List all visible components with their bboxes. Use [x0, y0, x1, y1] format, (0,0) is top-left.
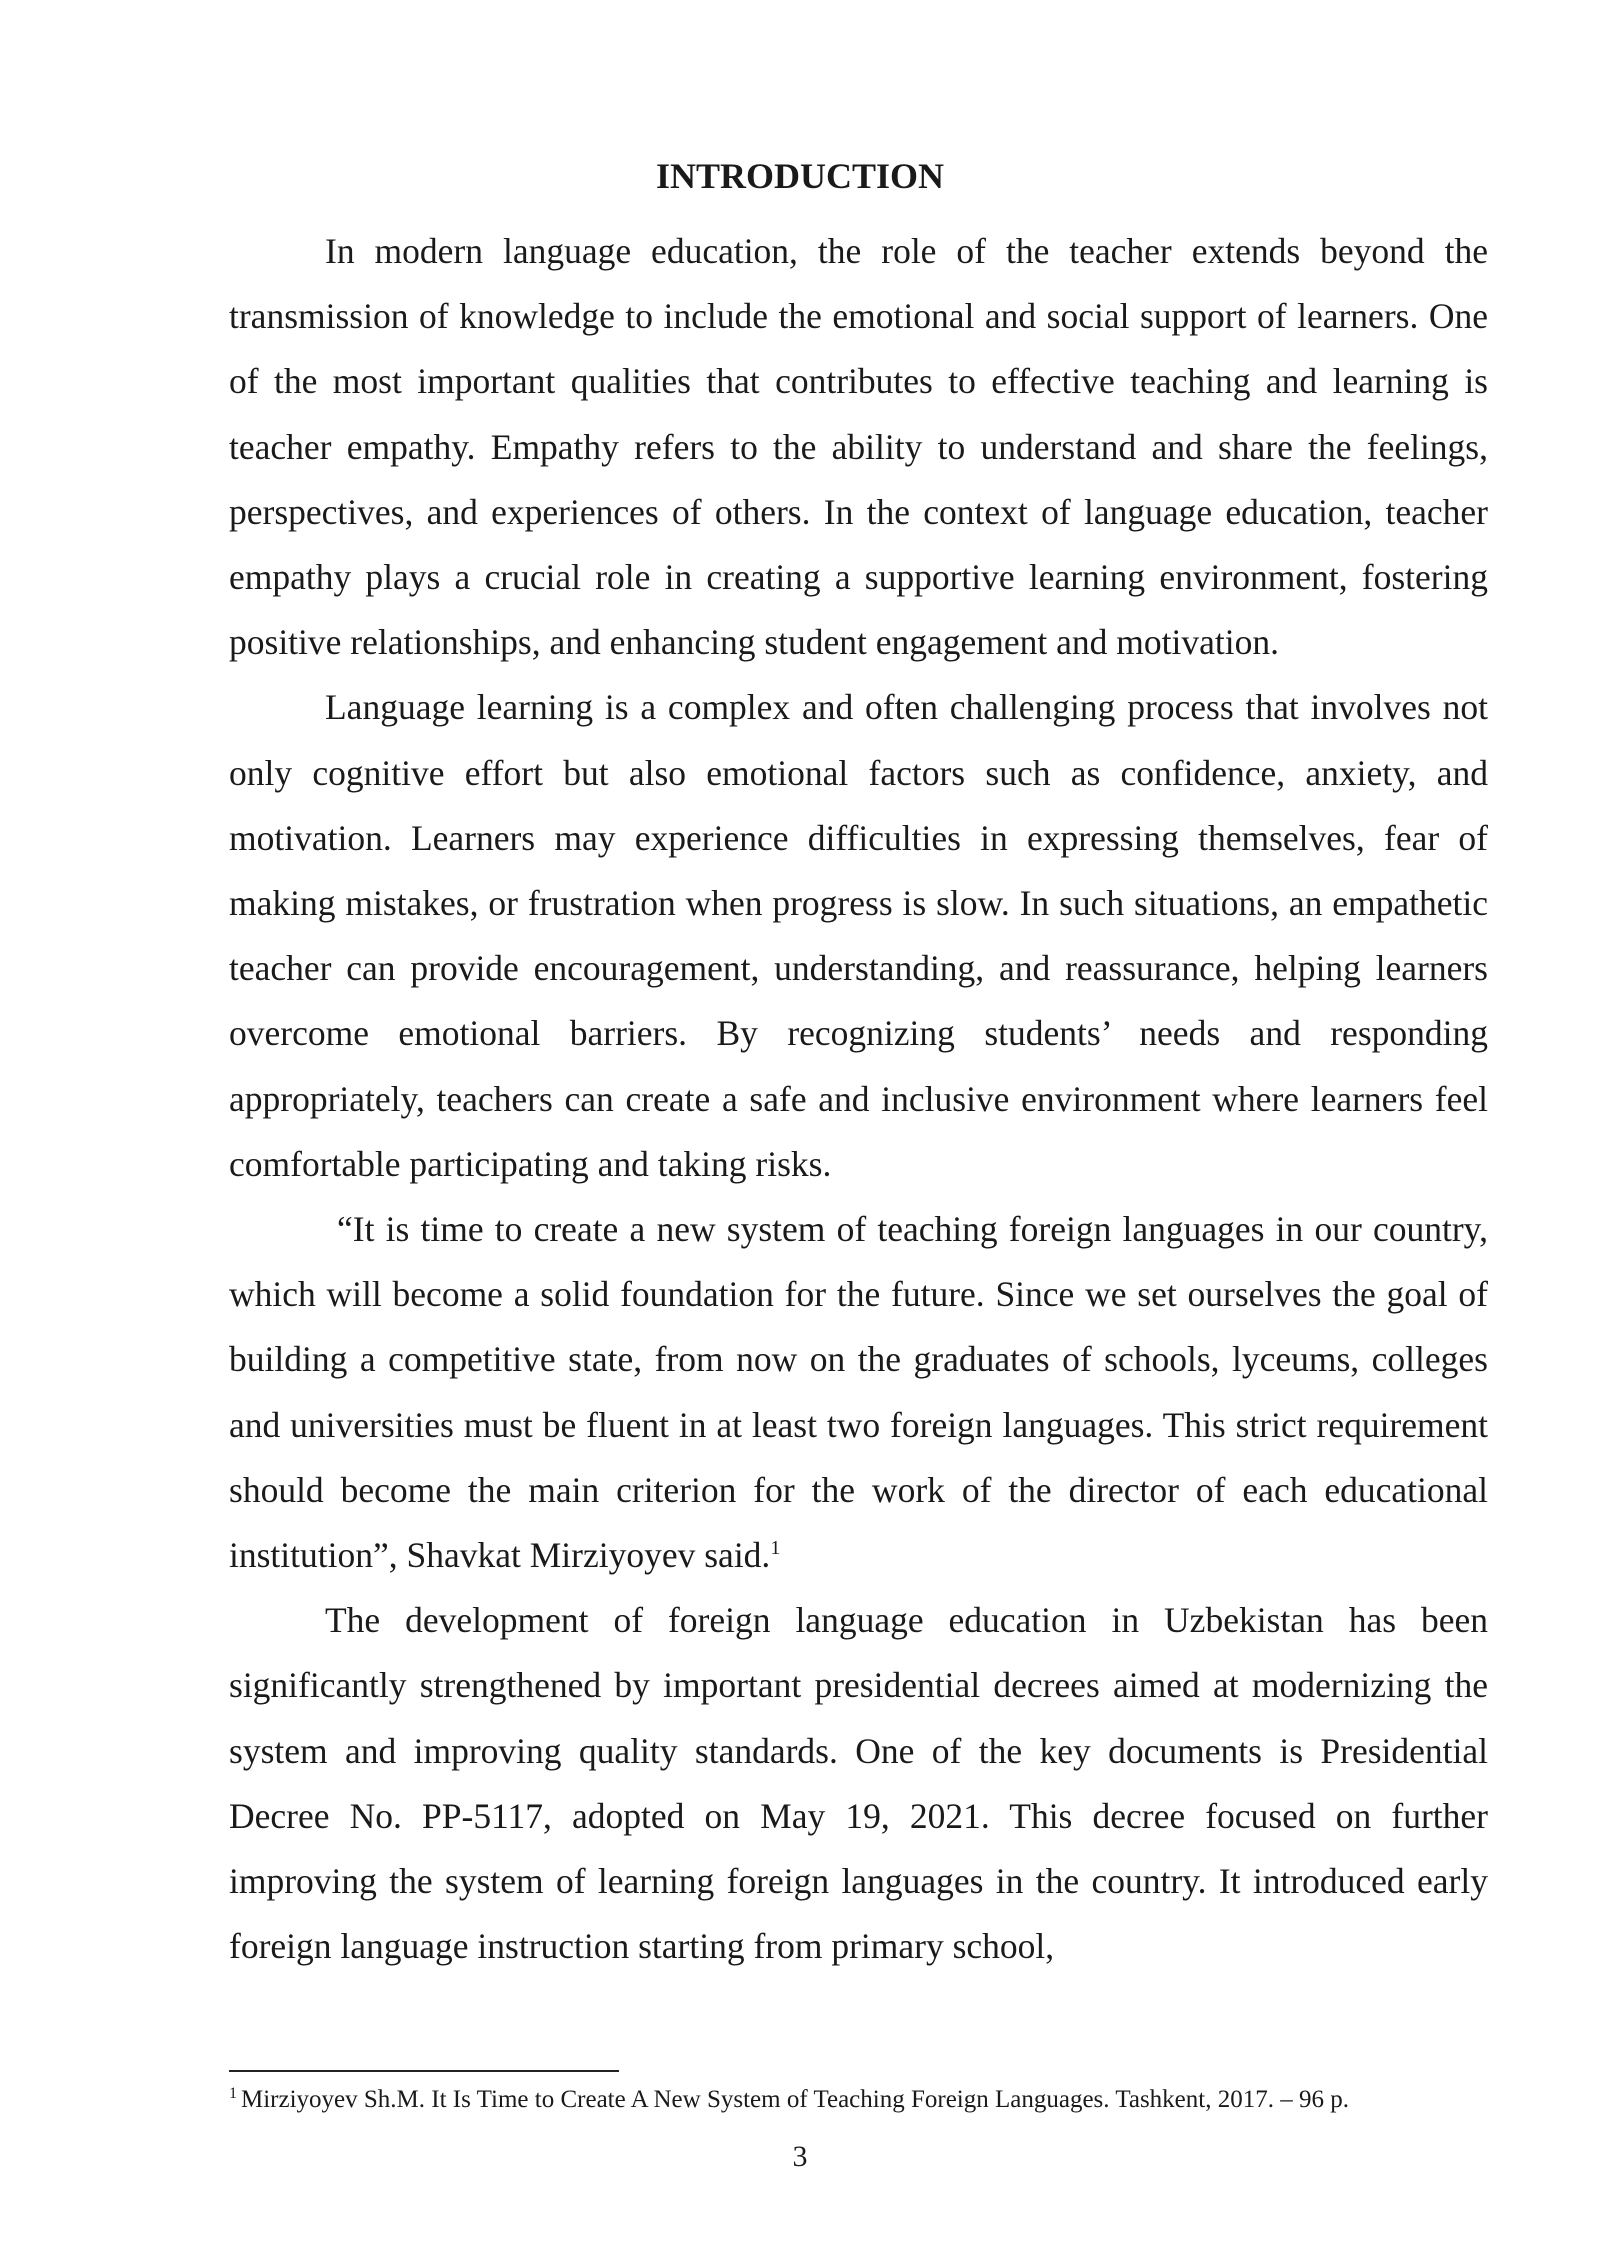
section-heading: INTRODUCTION	[655, 156, 945, 196]
page-number: 3	[792, 2140, 808, 2173]
paragraph-language-learning: Language learning is a complex and often challenging process that involves not only cognitive effort but also emotional factors such as confidence, anxiety, and motivation. Learners may experience difficulties in expressing themselves, fear of making mistakes, or frustration when progress is slow. In such situations, an empathetic teacher can provide encouragement, understanding, and reassurance, helping learners overcome emotional barriers. By recognizing students’ needs and responding appropriately, teachers can create a safe and inclusive environment where learners feel comfortable participating and taking risks.	[229, 687, 1488, 1184]
paragraph-development: The development of foreign language education in Uzbekistan has been significantly strengthened by important presidential decrees aimed at modernizing the system and improving quality standards. One of the key documents is Presidential Decree No. PP-5117, adopted on May 19, 2021. This decree focused on further improving the system of learning foreign languages in the country. It introduced early foreign language instruction starting from primary school,	[229, 1600, 1488, 1967]
footnote-marker: 1	[229, 2084, 237, 2102]
footnote	[229, 2082, 1488, 2118]
paragraph-quote	[229, 1197, 1488, 1588]
footnote-separator	[229, 2070, 619, 2072]
footnote-text: Mirziyoyev Sh.M. It Is Time to Create A New System of Teaching Foreign Languages. Tashkent, 2017. – 96 p.	[241, 2086, 1349, 2113]
quote-text: “It is time to create a new system of teaching foreign languages in our country, which will become a solid foundation for the future. Since we set ourselves the goal of building a competitive state, from now on the graduates of schools, lyceums, colleges and universities must be fluent in at least two foreign languages. This strict requirement should become the main criterion for the work of the director of each educational institution”, Shavkat Mirziyoyev said.	[229, 1209, 1488, 1576]
footnote-reference[interactable]: 1	[770, 1537, 781, 1560]
paragraph-intro: In modern language education, the role of the teacher extends beyond the transmission of knowledge to include the emotional and social support of learners. One of the most important qualities that contributes to effective teaching and learning is teacher empathy. Empathy refers to the ability to understand and share the feelings, perspectives, and experiences of others. In the context of language education, teacher empathy plays a crucial role in creating a supportive learning environment, fostering positive relationships, and enhancing student engagement and motivation.	[229, 231, 1488, 663]
body-text	[229, 219, 1488, 1979]
